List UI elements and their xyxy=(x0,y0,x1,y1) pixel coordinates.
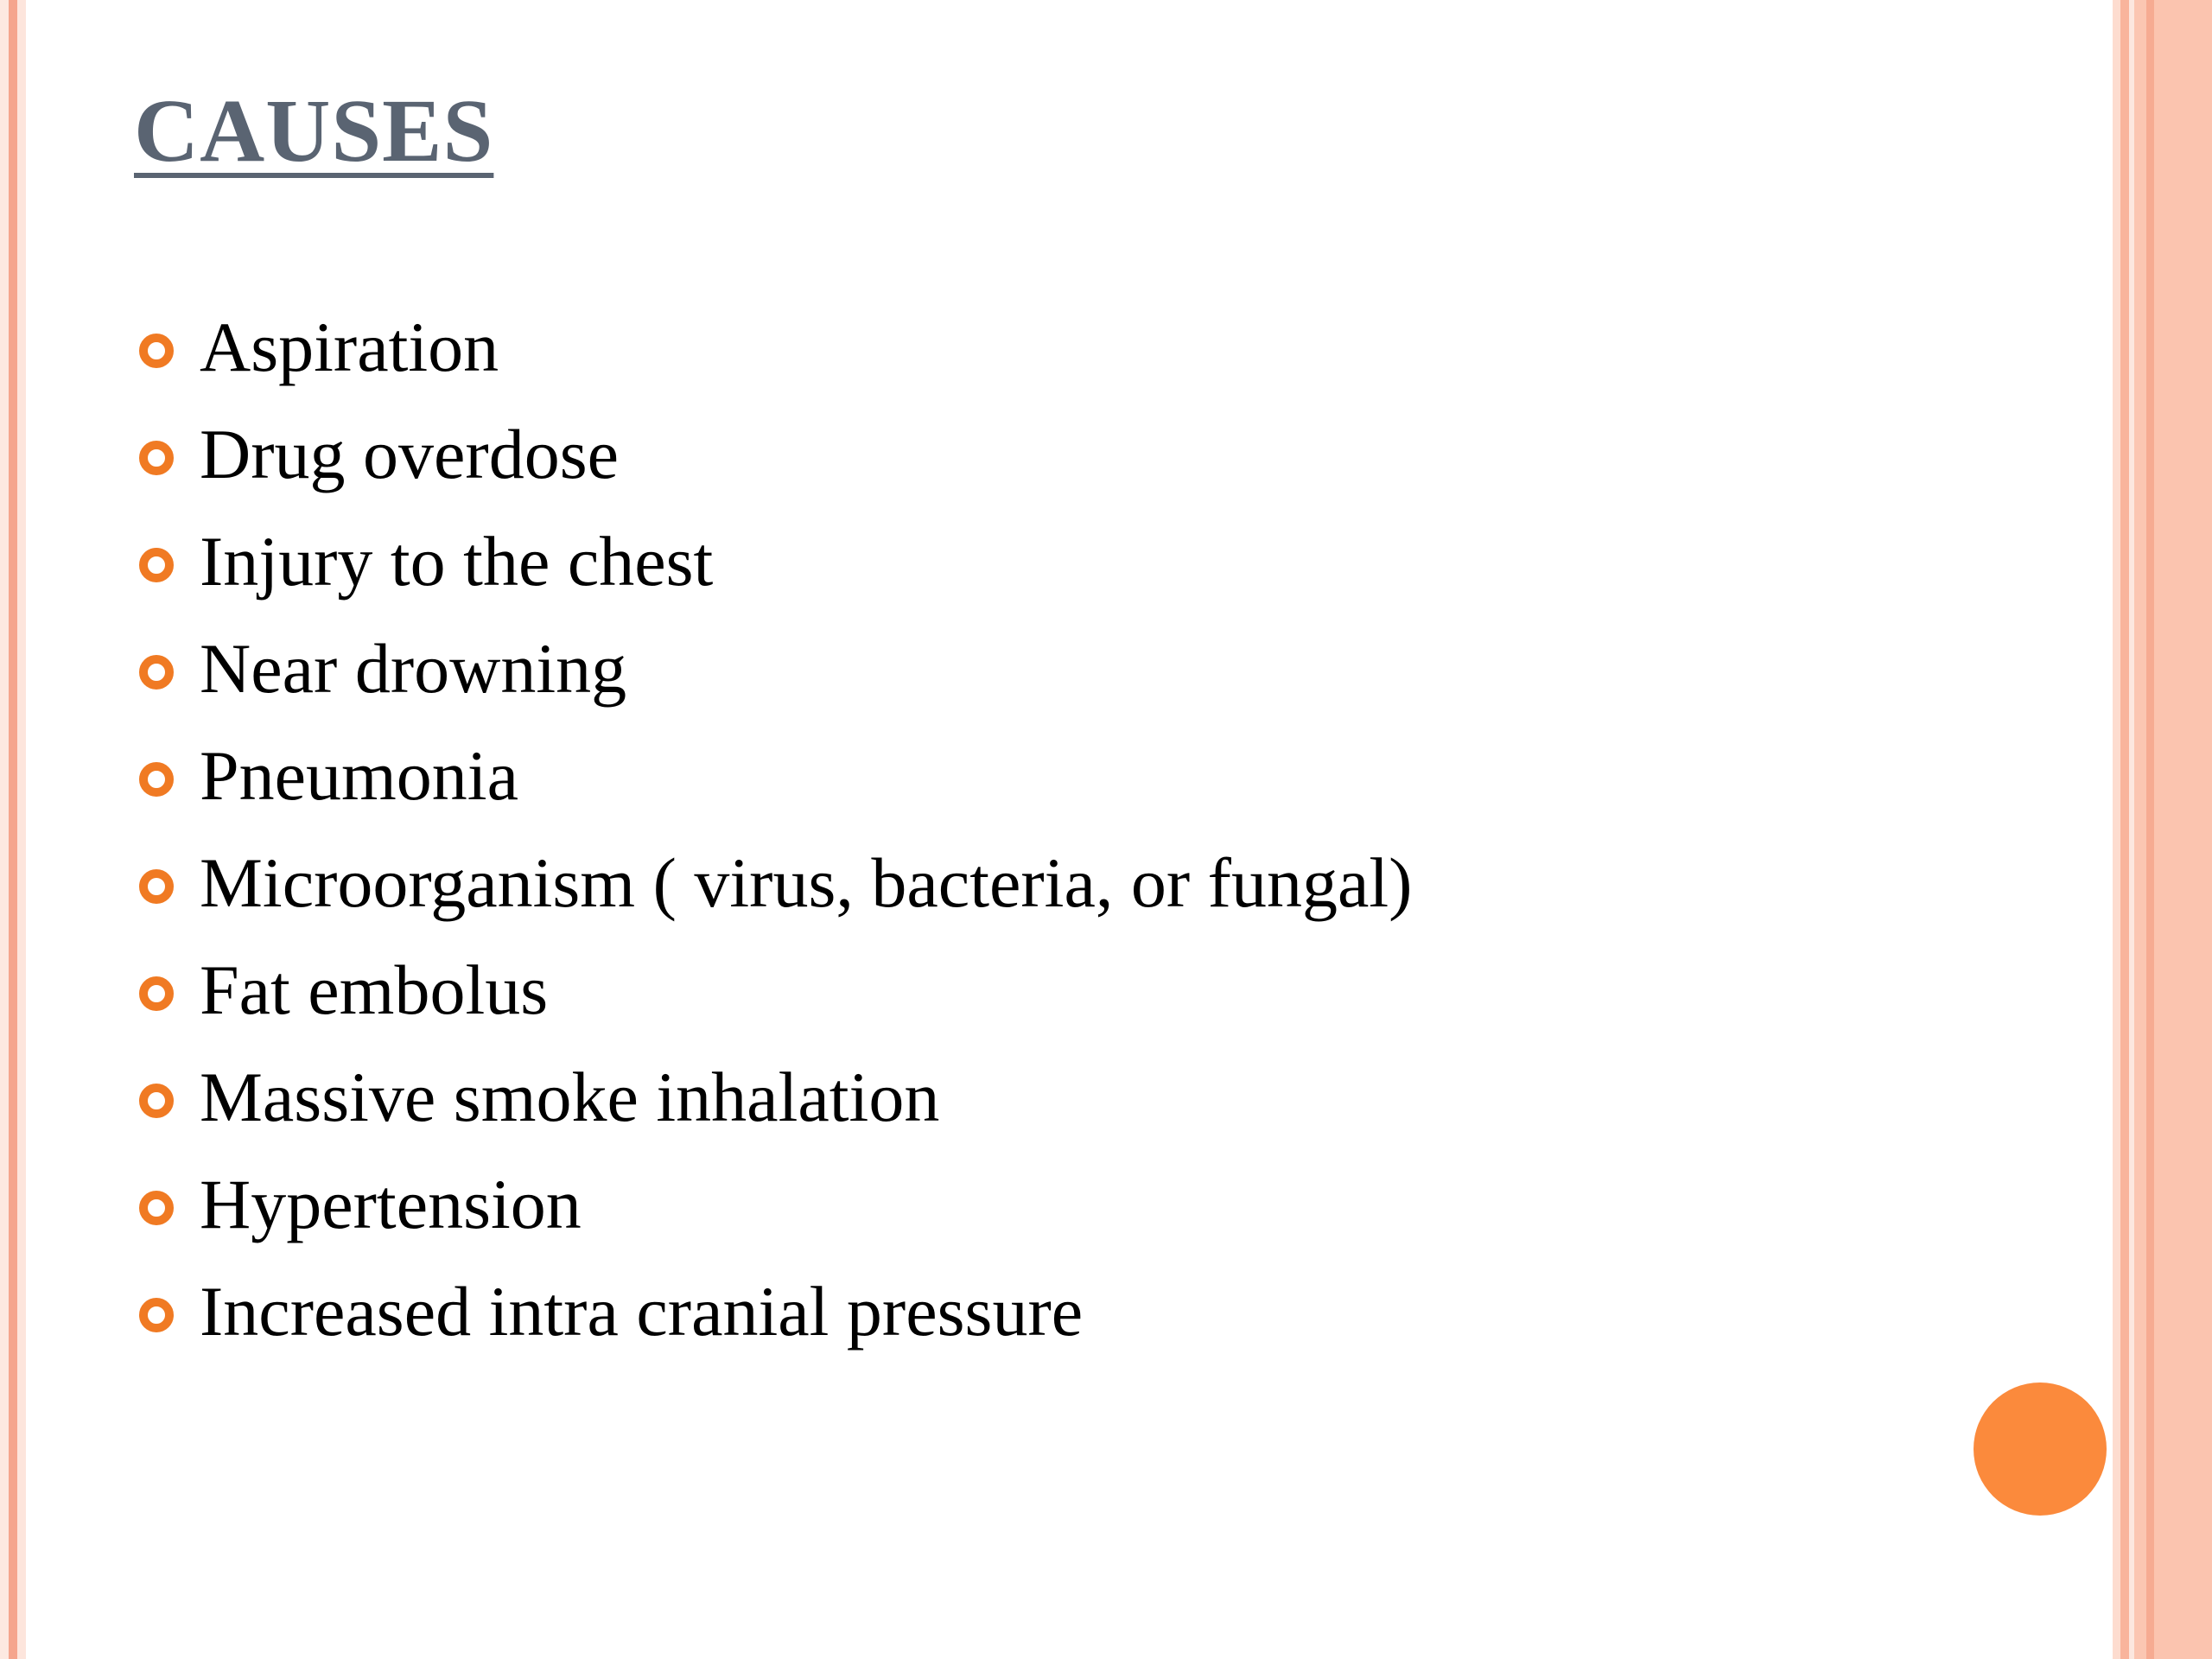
left-border-stripe xyxy=(9,0,17,1659)
bullet-text: Increased intra cranial pressure xyxy=(200,1272,1084,1351)
bullet-item xyxy=(134,304,1412,411)
bullet-icon xyxy=(139,441,174,475)
right-border-stripe xyxy=(2120,0,2129,1659)
bullet-icon xyxy=(139,1298,174,1332)
bullet-icon xyxy=(139,869,174,904)
bullet-icon xyxy=(139,548,174,582)
bullet-icon xyxy=(139,1191,174,1225)
right-border-stripe xyxy=(2154,0,2212,1659)
bullet-item xyxy=(134,1161,1412,1268)
bullet-icon xyxy=(139,976,174,1011)
bullet-list xyxy=(134,304,1412,1376)
left-border-stripe xyxy=(17,0,26,1659)
bullet-icon xyxy=(139,762,174,797)
orange-circle-decoration xyxy=(1974,1382,2107,1516)
bullet-icon xyxy=(139,655,174,690)
bullet-text: Hypertension xyxy=(200,1165,582,1243)
right-border-stripe xyxy=(2134,0,2146,1659)
left-border-stripe xyxy=(0,0,9,1659)
bullet-item xyxy=(134,840,1412,947)
bullet-text: Fat embolus xyxy=(200,950,549,1029)
bullet-item xyxy=(134,947,1412,1054)
bullet-text: Aspiration xyxy=(200,308,499,386)
bullet-item xyxy=(134,733,1412,840)
bullet-text: Injury to the chest xyxy=(200,522,714,601)
bullet-item xyxy=(134,1268,1412,1376)
bullet-item xyxy=(134,518,1412,626)
bullet-item xyxy=(134,626,1412,733)
bullet-item xyxy=(134,1054,1412,1161)
bullet-text: Near drowning xyxy=(200,629,627,708)
right-border-stripe xyxy=(2146,0,2154,1659)
slide-title: CAUSES xyxy=(134,81,494,181)
bullet-text: Drug overdose xyxy=(200,415,620,493)
bullet-text: Microorganism ( virus, bacteria, or fungal) xyxy=(200,843,1413,922)
bullet-item xyxy=(134,411,1412,518)
bullet-text: Pneumonia xyxy=(200,736,518,815)
right-border-stripe xyxy=(2113,0,2120,1659)
bullet-text: Massive smoke inhalation xyxy=(200,1058,940,1136)
bullet-icon xyxy=(139,334,174,368)
bullet-icon xyxy=(139,1084,174,1118)
